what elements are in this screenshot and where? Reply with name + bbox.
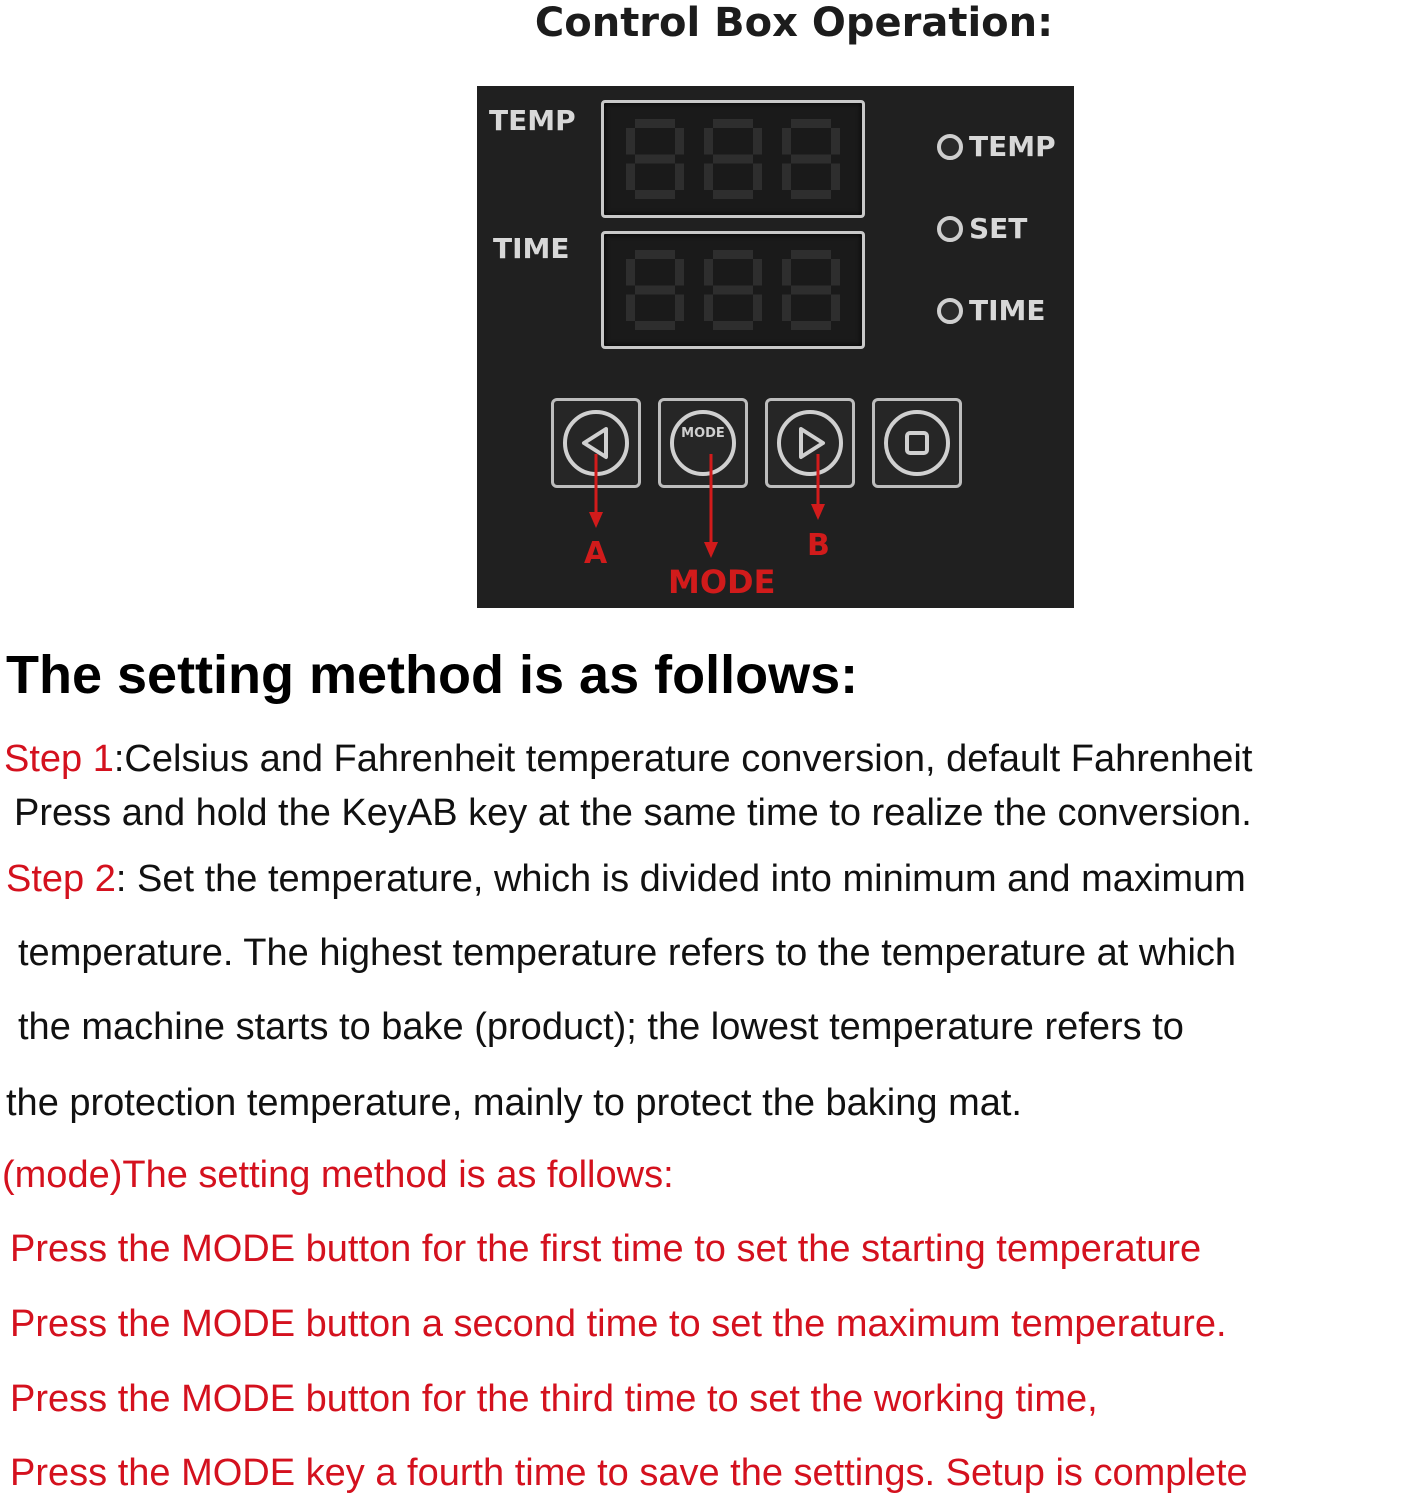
- step2-label: Step 2: [6, 858, 116, 900]
- step2-text: : Set the temperature, which is divided into minimum and maximum: [115, 858, 1246, 900]
- section-heading: The setting method is as follows:: [6, 645, 859, 705]
- step1-line2: Press and hold the KeyAB key at the same time to realize the conversion.: [14, 792, 1252, 834]
- step1-line: [4, 738, 1252, 781]
- mode-step-1: Press the MODE button for the first time to set the starting temperature: [10, 1228, 1202, 1270]
- annotation-a: A: [584, 536, 608, 571]
- set-indicator-label: SET: [969, 212, 1028, 245]
- annotation-b: B: [807, 528, 830, 563]
- control-panel: [477, 86, 1074, 608]
- step2-line: [6, 858, 1246, 901]
- mode-step-4: Press the MODE key a fourth time to save the settings. Setup is complete: [10, 1452, 1248, 1494]
- time-indicator-label: TIME: [969, 294, 1046, 327]
- mode-step-3: Press the MODE button for the third time to set the working time,: [10, 1378, 1098, 1420]
- temp-display-label: TEMP: [489, 104, 576, 137]
- step1-text: :Celsius and Fahrenheit temperature conversion, default Fahrenheit: [113, 738, 1253, 780]
- step2-line3: the machine starts to bake (product); the lowest temperature refers to: [18, 1006, 1184, 1048]
- annotation-mode: MODE: [668, 563, 776, 601]
- mode-key-label: MODE: [681, 426, 725, 441]
- page-title: Control Box Operation:: [534, 0, 1054, 46]
- mode-step-2: Press the MODE button a second time to set the maximum temperature.: [10, 1303, 1227, 1345]
- step2-line2: temperature. The highest temperature refers to the temperature at which: [18, 932, 1237, 974]
- annotation-arrows: [477, 86, 1074, 608]
- step2-line4: the protection temperature, mainly to protect the baking mat.: [6, 1082, 1022, 1124]
- temp-indicator-label: TEMP: [969, 130, 1056, 163]
- time-display-label: TIME: [493, 232, 570, 265]
- mode-heading: (mode)The setting method is as follows:: [2, 1154, 674, 1196]
- step1-label: Step 1: [4, 738, 114, 780]
